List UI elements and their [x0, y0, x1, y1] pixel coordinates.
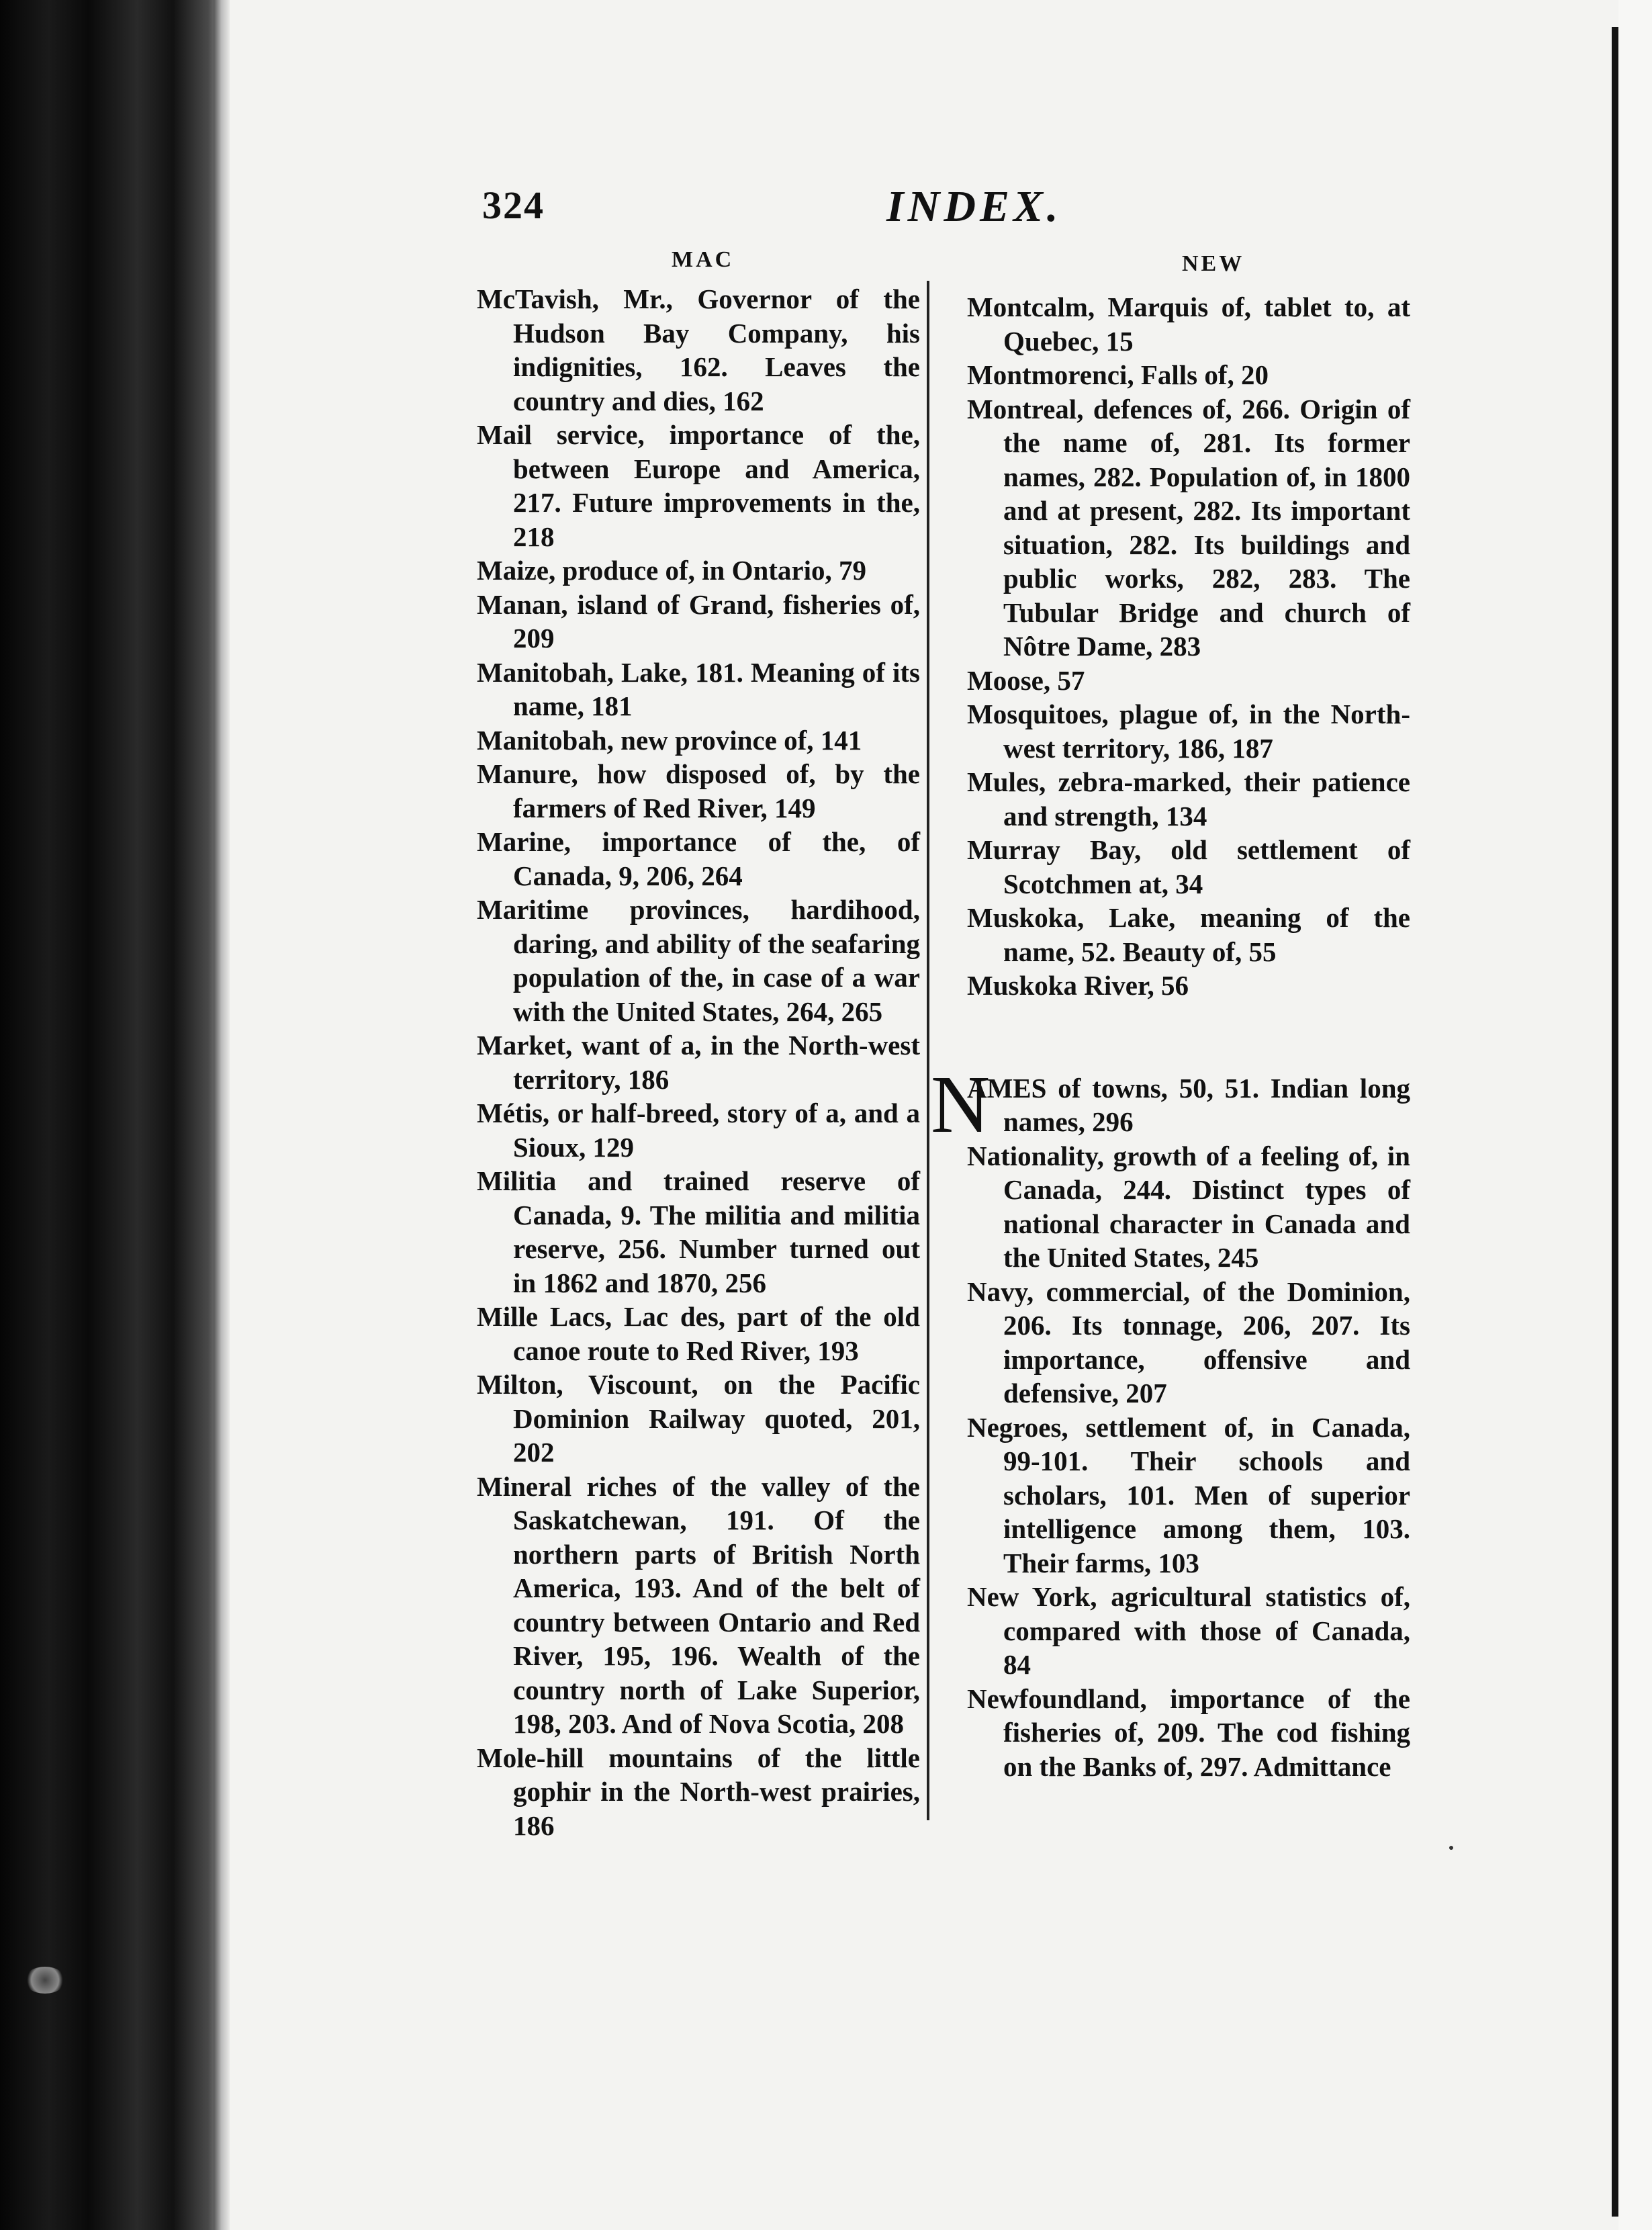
left-index-column: [477, 282, 920, 1842]
index-entry: Montcalm, Marquis of, tablet to, at Quebec, 15: [967, 292, 1410, 357]
column-divider: [927, 281, 929, 1820]
index-entry: Militia and trained reserve of Canada, 9. The militia and militia reserve, 256. Number turned out in 1862 and 1870, 256: [477, 1165, 920, 1298]
scan-speck: [24, 1967, 66, 1994]
running-head: INDEX.: [886, 182, 1062, 231]
index-entry: Navy, commercial, of the Dominion, 206. Its tonnage, 206, 207. Its importance, offensive and defensive, 207: [967, 1276, 1410, 1409]
index-entry: Nationality, growth of a feeling of, in Canada, 244. Distinct types of national character in Canada and the United States, 245: [967, 1140, 1410, 1273]
index-entry: Mules, zebra-marked, their patience and strength, 134: [967, 766, 1410, 832]
index-entry: Maritime provinces, hardihood, daring, and ability of the seafaring population of the, in case of a war with the United States, 264, 265: [477, 894, 920, 1027]
index-entry: Muskoka, Lake, meaning of the name, 52. Beauty of, 55: [967, 902, 1410, 967]
index-entry: Mille Lacs, Lac des, part of the old canoe route to Red River, 193: [477, 1301, 920, 1366]
index-entry: Maize, produce of, in Ontario, 79: [477, 555, 867, 586]
index-entry: Montreal, defences of, 266. Origin of the name of, 281. Its former names, 282. Population of, in 1800 and at present, 282. Its important situation, 282. Its buildings and public works, 282, 283. The Tubular Bridge and church of Nôtre Dame, 283: [967, 393, 1410, 662]
index-entry: Montmorenci, Falls of, 20: [967, 359, 1269, 390]
index-entry: Milton, Viscount, on the Pacific Dominion Railway quoted, 201, 202: [477, 1369, 920, 1468]
index-entry: Newfoundland, importance of the fisheries of, 209. The cod fishing on the Banks of, 297. Admittance: [967, 1683, 1410, 1782]
page-gutter: [214, 0, 230, 2230]
index-entry: Métis, or half-breed, story of a, and a Sioux, 129: [477, 1098, 920, 1163]
index-entry: McTavish, Mr., Governor of the Hudson Bay Company, his indignities, 162. Leaves the country and dies, 162: [477, 283, 920, 416]
index-entry: New York, agricultural statistics of, compared with those of Canada, 84: [967, 1581, 1410, 1680]
index-entry: Murray Bay, old settlement of Scotchmen at, 34: [967, 834, 1410, 899]
index-entry-names: [931, 1059, 1410, 1150]
index-entry: Manan, island of Grand, fisheries of, 209: [477, 588, 920, 654]
index-entry: Mineral riches of the valley of the Saskatchewan, 191. Of the northern parts of British North America, 193. And of the belt of country between Ontario and Red River, 195, 196. Wealth of the country north of Lake Superior, 198, 203. And of Nova Scotia, 208: [477, 1470, 920, 1739]
right-edge-border: [1612, 27, 1618, 2217]
index-entry: Manitobah, Lake, 181. Meaning of its name, 181: [477, 656, 920, 721]
right-index-column: [931, 290, 1410, 1783]
index-entry: Mosquitoes, plague of, in the North-west territory, 186, 187: [967, 699, 1410, 764]
section-gap: [967, 1003, 1410, 1071]
index-entry: Mole-hill mountains of the little gophir in the North-west prairies, 186: [477, 1742, 920, 1841]
book-spine-shadow: [0, 0, 222, 2230]
index-entry: Market, want of a, in the North-west territory, 186: [477, 1030, 920, 1095]
index-entry: Mail service, importance of the, between Europe and America, 217. Future improvements in the, 218: [477, 419, 920, 552]
index-entry: Manitobah, new province of, 141: [477, 724, 862, 756]
index-entry: Muskoka River, 56: [967, 970, 1189, 1001]
index-entry: Manure, how disposed of, by the farmers of Red River, 149: [477, 758, 920, 823]
index-entry: Moose, 57: [967, 664, 1085, 696]
right-column-heading: NEW: [1182, 251, 1245, 276]
index-entry: Marine, importance of the, of Canada, 9, 206, 264: [477, 826, 920, 891]
drop-cap-n: N: [931, 1059, 991, 1150]
left-column-heading: MAC: [672, 247, 735, 272]
index-entry: Negroes, settlement of, in Canada, 99-101. Their schools and scholars, 101. Men of superior intelligence among them, 103. Their farms, 103: [967, 1411, 1410, 1578]
page-number: 324: [482, 183, 545, 227]
right-margin: [1618, 0, 1652, 2230]
index-entry-text: AMES of towns, 50, 51. Indian long names, 296: [967, 1072, 1410, 1137]
scan-dot: [1449, 1846, 1453, 1850]
